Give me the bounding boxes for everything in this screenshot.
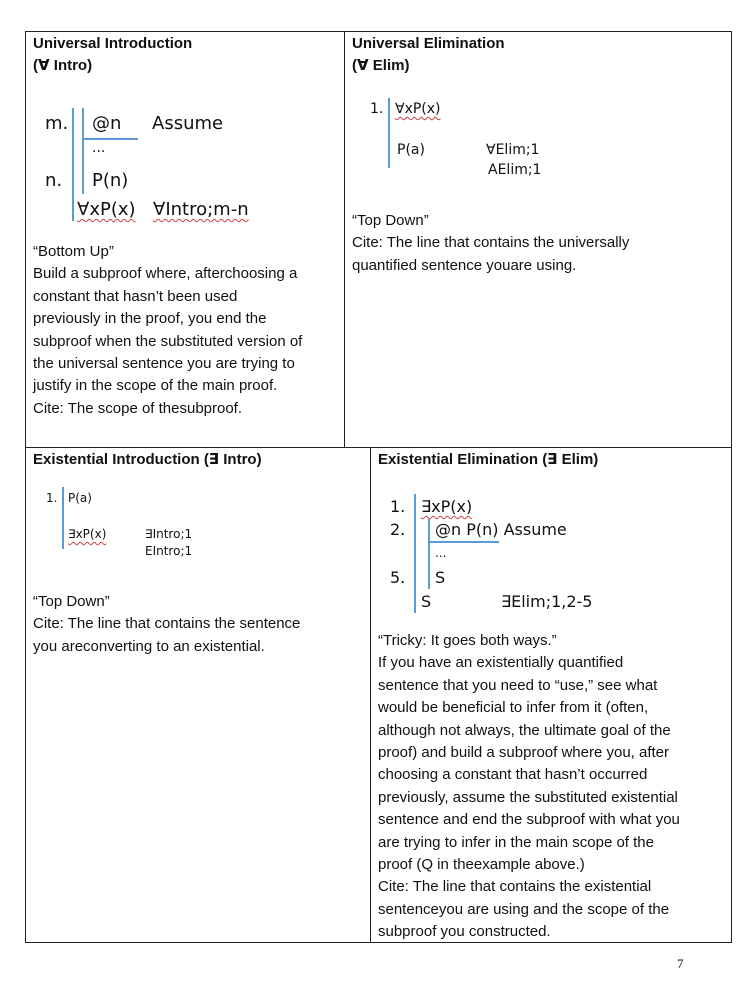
description-line: If you have an existentially quantified — [378, 654, 624, 672]
alt-justification: AElim;1 — [488, 162, 542, 178]
description-line: Build a subproof where, afterchoosing a — [33, 265, 298, 283]
description-line: are trying to infer in the main scope of the — [378, 833, 654, 851]
column-divider-bottom — [370, 447, 371, 943]
cell-title: Existential Introduction (∃ Intro) — [33, 451, 262, 468]
cell-title: Universal Elimination (∀ Elim) — [352, 35, 505, 74]
premise: P(a) — [68, 491, 92, 505]
justification: ∀Elim;1 — [486, 142, 540, 158]
style-label: “Top Down” — [352, 212, 429, 229]
line-number: 1. — [46, 491, 58, 505]
ellipsis: ... — [435, 546, 447, 560]
main-conclusion: S — [421, 592, 432, 611]
description-line: subproof you constructed. — [378, 923, 551, 941]
assumption: @n P(n) Assume — [435, 520, 567, 539]
column-divider-top — [344, 31, 345, 447]
premise: ∀xP(x) — [395, 101, 441, 117]
result-sentence: ∃xP(x) — [68, 527, 107, 541]
assume-label: Assume — [152, 113, 224, 134]
description-line: Cite: The line that contains the sentence — [33, 615, 301, 633]
existential-elim-text — [378, 630, 728, 944]
cell-title: Existential Elimination (∃ Elim) — [378, 451, 599, 468]
description-line: previously in the proof, you end the — [33, 310, 267, 328]
cell-existential-introduction — [33, 449, 367, 939]
universal-elim-text — [352, 210, 728, 277]
page-number: 7 — [677, 956, 684, 971]
subproof-conclusion: S — [435, 568, 446, 587]
description-line: you areconverting to an existential. — [33, 637, 265, 655]
style-label: “Top Down” — [33, 593, 110, 610]
description-line: subproof when the substituted version of — [33, 332, 303, 350]
description-line: proof (Q in theexample above.) — [378, 856, 585, 874]
row-divider — [25, 447, 732, 448]
description-line: Cite: The scope of thesubproof. — [33, 399, 243, 417]
line-label-m: m. — [45, 113, 69, 134]
description-line: sentence that you need to “use,” see what — [378, 676, 658, 694]
premise: ∃xP(x) — [421, 497, 473, 516]
line-number: 1. — [370, 101, 384, 117]
description-line: although not always, the ultimate goal of the — [378, 721, 671, 739]
universal-intro-text — [33, 241, 341, 420]
line-label-n: n. — [45, 170, 63, 191]
justification: ∃Intro;1 — [145, 527, 193, 541]
justification: ∀Intro;m-n — [153, 199, 249, 220]
description-line: constant that hasn’t been used — [33, 287, 238, 305]
cell-title: Universal Introduction (∀ Intro) — [33, 35, 193, 74]
line-number: 5. — [390, 568, 406, 587]
description-line: Cite: The line that contains the existential — [378, 878, 652, 896]
style-label: “Tricky: It goes both ways.” — [378, 632, 557, 649]
alt-justification: EIntro;1 — [145, 544, 193, 558]
ellipsis: ... — [92, 140, 106, 156]
result-sentence: P(a) — [397, 142, 425, 158]
description-line: justify in the scope of the main proof. — [33, 377, 278, 395]
description-line: sentenceyou are using and the scope of the — [378, 900, 670, 918]
conclusion-sentence: ∀xP(x) — [77, 199, 136, 220]
description-line: sentence and end the subproof with what you — [378, 811, 680, 829]
line-number: 1. — [390, 497, 406, 516]
description-line: previously, assume the substituted existential — [378, 788, 678, 806]
description-line: would be beneficial to infer from it (often, — [378, 699, 649, 717]
description-line: Cite: The line that contains the universally — [352, 234, 630, 252]
style-label: “Bottom Up” — [33, 243, 114, 260]
description-line: proof) and build a subproof where you, after — [378, 744, 670, 762]
description-line: choosing a constant that hasn’t occurred — [378, 766, 648, 784]
assumed-constant: @n — [92, 113, 122, 134]
existential-intro-text — [33, 591, 367, 658]
substituted-sentence: P(n) — [92, 170, 129, 191]
justification: ∃Elim;1,2-5 — [501, 592, 593, 611]
line-number: 2. — [390, 520, 406, 539]
description-line: the universal sentence you are trying to — [33, 355, 295, 373]
description-line: quantified sentence youare using. — [352, 256, 577, 274]
